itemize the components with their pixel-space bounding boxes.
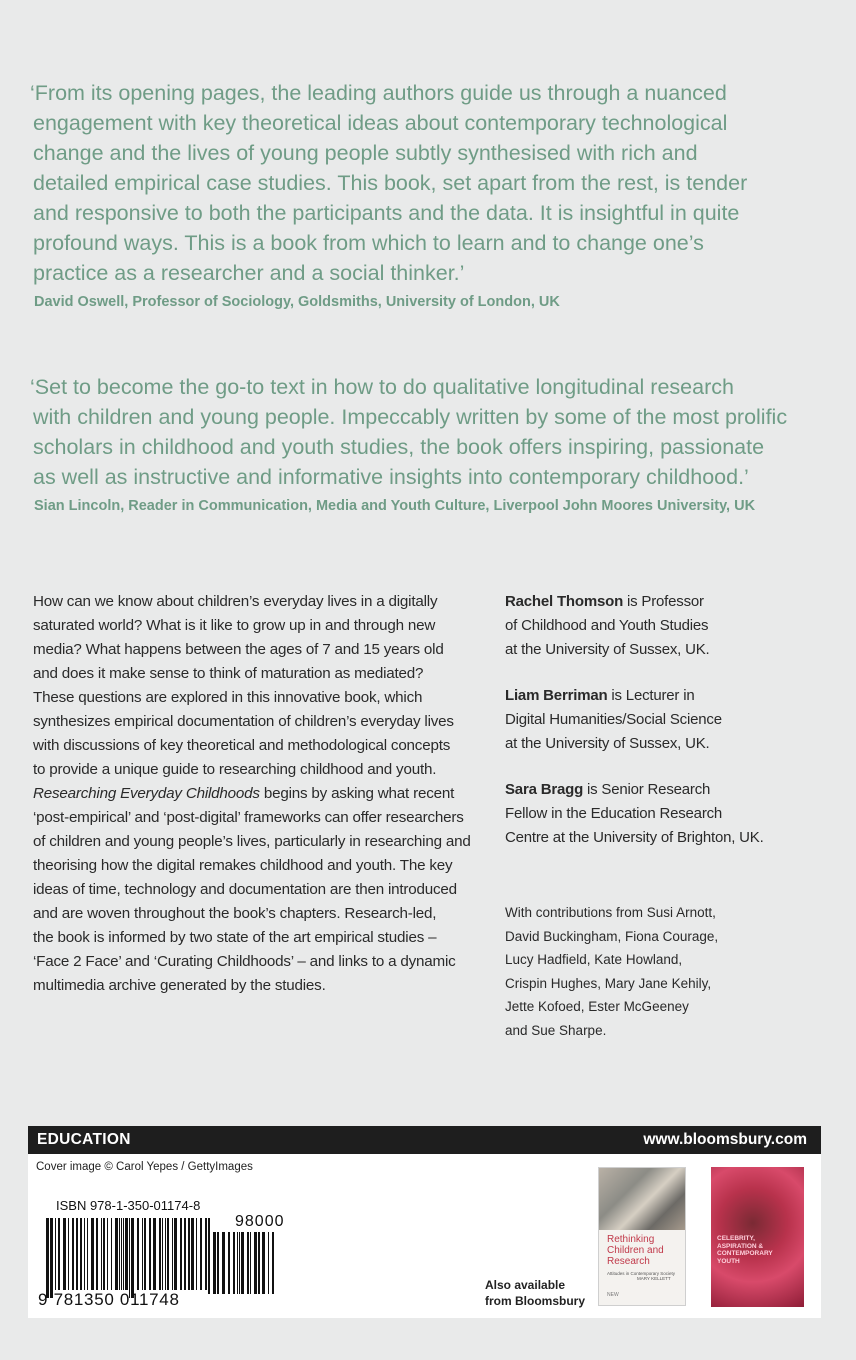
barcode-bar	[262, 1232, 265, 1294]
description-line	[33, 782, 463, 806]
contributors-line: Crispin Hughes, Mary Jane Kehily,	[505, 975, 712, 991]
barcode-bar	[68, 1218, 69, 1290]
barcode-bar	[222, 1232, 225, 1294]
quote-line: scholars in childhood and youth studies, the book offers inspiring, passionate	[33, 435, 765, 459]
barcode-digits: 9 781350 011748	[38, 1290, 180, 1309]
also-available-line: from Bloomsbury	[485, 1294, 586, 1308]
book-2-title	[717, 1235, 773, 1265]
barcode-bar	[131, 1218, 134, 1298]
subject-bar	[28, 1126, 821, 1154]
barcode-bar	[191, 1218, 194, 1290]
quote-line: as well as instructive and informative insights into contemporary childhood.’	[33, 465, 749, 489]
description-line: to provide a unique guide to researching childhood and youth.	[33, 761, 437, 778]
barcode-bar	[72, 1218, 74, 1290]
bio-line	[505, 778, 825, 802]
book-1-author: MARY KELLETT	[637, 1276, 671, 1281]
author-name: Liam Berriman	[505, 687, 608, 704]
description-line: saturated world? What is it like to grow up in and through new	[33, 617, 436, 634]
barcode-bar	[137, 1218, 139, 1290]
author-bio	[505, 590, 825, 662]
contributors	[505, 901, 805, 1042]
barcode-bar	[96, 1218, 98, 1290]
barcode-bar	[167, 1218, 169, 1290]
description-line: of children and young people’s lives, particularly in researching and	[33, 833, 471, 850]
quote-line: ‘Set to become the go-to text in how to do qualitative longitudinal research	[30, 375, 734, 399]
back-cover-footer	[28, 1126, 821, 1318]
barcode-bar	[241, 1232, 244, 1294]
book-title: Researching Everyday Childhoods	[33, 785, 260, 802]
quote-line: change and the lives of young people subtly synthesised with rich and	[33, 141, 698, 165]
author-bio	[505, 778, 825, 850]
description-line: ideas of time, technology and documentation are then introduced	[33, 881, 457, 898]
description-line: synthesizes empirical documentation of children’s everyday lives	[33, 713, 454, 730]
barcode-bar	[129, 1218, 130, 1298]
bio-line: at the University of Sussex, UK.	[505, 735, 710, 752]
barcode-bar	[247, 1232, 249, 1294]
barcode-bar	[63, 1218, 66, 1290]
bio-text: is Professor	[623, 593, 704, 610]
author-bios	[505, 590, 825, 872]
contributors-line: Jette Kofoed, Ester McGeeney	[505, 999, 689, 1014]
book-1-title-line: Research	[607, 1256, 650, 1267]
quote-line: with children and young people. Impeccably written by some of the most prolific	[33, 405, 788, 429]
barcode-bar	[101, 1218, 102, 1290]
book-description	[33, 590, 471, 998]
barcode-bar	[121, 1218, 122, 1290]
barcode-bar	[162, 1218, 163, 1290]
barcode-bar	[153, 1218, 156, 1290]
quote-line: detailed empirical case studies. This book, set apart from the rest, is tender	[33, 171, 748, 195]
bio-line	[505, 590, 825, 614]
description-line: the book is informed by two state of the art empirical studies –	[33, 929, 437, 946]
publisher-website[interactable]: www.bloomsbury.com	[643, 1131, 807, 1148]
contributors-line: Lucy Hadfield, Kate Howland,	[505, 952, 683, 967]
quote-1-attribution: David Oswell, Professor of Sociology, Goldsmiths, University of London, UK	[34, 294, 560, 310]
contributors-line: With contributions from Susi Arnott,	[505, 905, 716, 920]
quote-2-text	[30, 372, 820, 492]
barcode-bar	[188, 1218, 190, 1290]
barcode-bar	[233, 1232, 235, 1294]
description-line: How can we know about children’s everyday lives in a digitally	[33, 593, 438, 610]
barcode-bar	[172, 1218, 173, 1290]
bio-line: Centre at the University of Brighton, UK.	[505, 829, 764, 846]
description-line: theorising how the digital remakes childhood and youth. The key	[33, 857, 453, 874]
cover-credit: Cover image © Carol Yepes / GettyImages	[36, 1161, 253, 1173]
barcode-bar	[58, 1218, 60, 1290]
barcode-bar	[119, 1218, 120, 1290]
bio-line: Fellow in the Education Research	[505, 805, 723, 822]
barcode-bar	[149, 1218, 151, 1290]
contributors-line: and Sue Sharpe.	[505, 1022, 607, 1038]
barcode-bar	[125, 1218, 128, 1290]
description-line: and are woven throughout the book’s chapters. Research-led,	[33, 905, 437, 922]
author-bio	[505, 684, 825, 756]
book-1-subtitle	[607, 1271, 675, 1281]
barcode	[44, 1218, 214, 1298]
bio-text: is Lecturer in	[607, 687, 695, 704]
barcode-bar	[80, 1218, 82, 1290]
barcode-bar	[142, 1218, 143, 1290]
review-quote-1	[30, 78, 820, 312]
quote-line: engagement with key theoretical ideas about contemporary technological	[33, 111, 728, 135]
quote-line: profound ways. This is a book from which to learn and to change one’s	[33, 231, 704, 255]
description-line: These questions are explored in this innovative book, which	[33, 689, 423, 706]
author-name: Sara Bragg	[505, 781, 584, 798]
book-1-subtitle-text: Attitudes in Contemporary Society	[607, 1271, 676, 1276]
bio-line: of Childhood and Youth Studies	[505, 617, 709, 634]
description-text: begins by asking what recent	[259, 785, 455, 802]
quote-line: and responsive to both the participants and the data. It is insightful in quite	[33, 201, 740, 225]
barcode-bar	[268, 1232, 269, 1294]
barcode-bar	[200, 1218, 202, 1290]
bio-line: Digital Humanities/Social Science	[505, 711, 722, 728]
barcode-bar	[144, 1218, 146, 1290]
bio-line: at the University of Sussex, UK.	[505, 641, 710, 658]
book-1-series: NEW	[607, 1292, 619, 1298]
barcode-bar	[217, 1232, 219, 1294]
quote-line: ‘From its opening pages, the leading authors guide us through a nuanced	[30, 81, 727, 105]
barcode-bar	[123, 1218, 124, 1290]
barcode-bar	[196, 1218, 197, 1290]
review-quote-2	[30, 372, 820, 516]
book-2-title-line: YOUTH	[717, 1257, 740, 1265]
barcode-bar	[76, 1218, 78, 1290]
also-available-line: Also available	[485, 1278, 566, 1292]
contributors-line: David Buckingham, Fiona Courage,	[505, 928, 719, 944]
addon-barcode	[206, 1232, 276, 1302]
bio-line	[505, 684, 825, 708]
related-book-cover-2[interactable]	[711, 1167, 804, 1307]
barcode-bar	[254, 1232, 257, 1294]
barcode-bar	[208, 1232, 210, 1294]
barcode-bar	[250, 1232, 251, 1294]
book-2-title-line: CONTEMPORARY	[717, 1250, 773, 1257]
barcode-bar	[50, 1218, 53, 1298]
description-line: multimedia archive generated by the studies.	[33, 977, 326, 994]
barcode-bar	[165, 1218, 166, 1290]
barcode-bar	[55, 1218, 56, 1290]
barcode-bar	[103, 1218, 105, 1290]
barcode-bar	[91, 1218, 94, 1290]
description-line: ‘Face 2 Face’ and ‘Curating Childhoods’ – and links to a dynamic	[33, 953, 456, 970]
book-2-title-line: CELEBRITY,	[717, 1235, 755, 1242]
barcode-bar	[84, 1218, 85, 1290]
description-line: and does it make sense to think of maturation as mediated?	[33, 665, 424, 682]
description-line: ‘post-empirical’ and ‘post-digital’ frameworks can offer researchers	[33, 809, 464, 826]
quote-line: practice as a researcher and a social thinker.’	[33, 261, 465, 285]
author-name: Rachel Thomson	[505, 593, 624, 610]
barcode-bar	[87, 1218, 88, 1290]
book-1-title-line: Children and	[607, 1245, 664, 1256]
subject-label: EDUCATION	[37, 1131, 131, 1148]
barcode-bar	[174, 1218, 177, 1290]
description-line: media? What happens between the ages of 7 and 15 years old	[33, 641, 444, 658]
barcode-bar	[180, 1218, 182, 1290]
also-available	[485, 1277, 585, 1309]
barcode-bar	[46, 1218, 49, 1298]
book-1-title-line: Rethinking	[607, 1234, 655, 1245]
barcode-bar	[237, 1232, 238, 1294]
barcode-bar	[228, 1232, 230, 1294]
book-1-cover-image	[599, 1168, 685, 1230]
description-line: with discussions of key theoretical and methodological concepts	[33, 737, 451, 754]
barcode-bar	[239, 1232, 240, 1294]
barcode-bar	[272, 1232, 274, 1294]
barcode-bar	[159, 1218, 161, 1290]
book-1-title	[607, 1234, 664, 1267]
barcode-bar	[111, 1218, 112, 1290]
barcode-bar	[258, 1232, 260, 1294]
barcode-bar	[115, 1218, 118, 1290]
barcode-bar	[184, 1218, 186, 1290]
isbn-label: ISBN 978-1-350-01174-8	[56, 1198, 201, 1213]
bio-text: is Senior Research	[583, 781, 711, 798]
price-code: 98000	[235, 1213, 285, 1230]
barcode-bar	[107, 1218, 108, 1290]
quote-2-attribution: Sian Lincoln, Reader in Communication, Media and Youth Culture, Liverpool John Moores University, UK	[34, 498, 756, 514]
barcode-bar	[213, 1232, 216, 1294]
related-book-cover-1[interactable]	[598, 1167, 686, 1306]
book-2-title-line: ASPIRATION &	[717, 1242, 764, 1250]
quote-1-text	[30, 78, 820, 288]
